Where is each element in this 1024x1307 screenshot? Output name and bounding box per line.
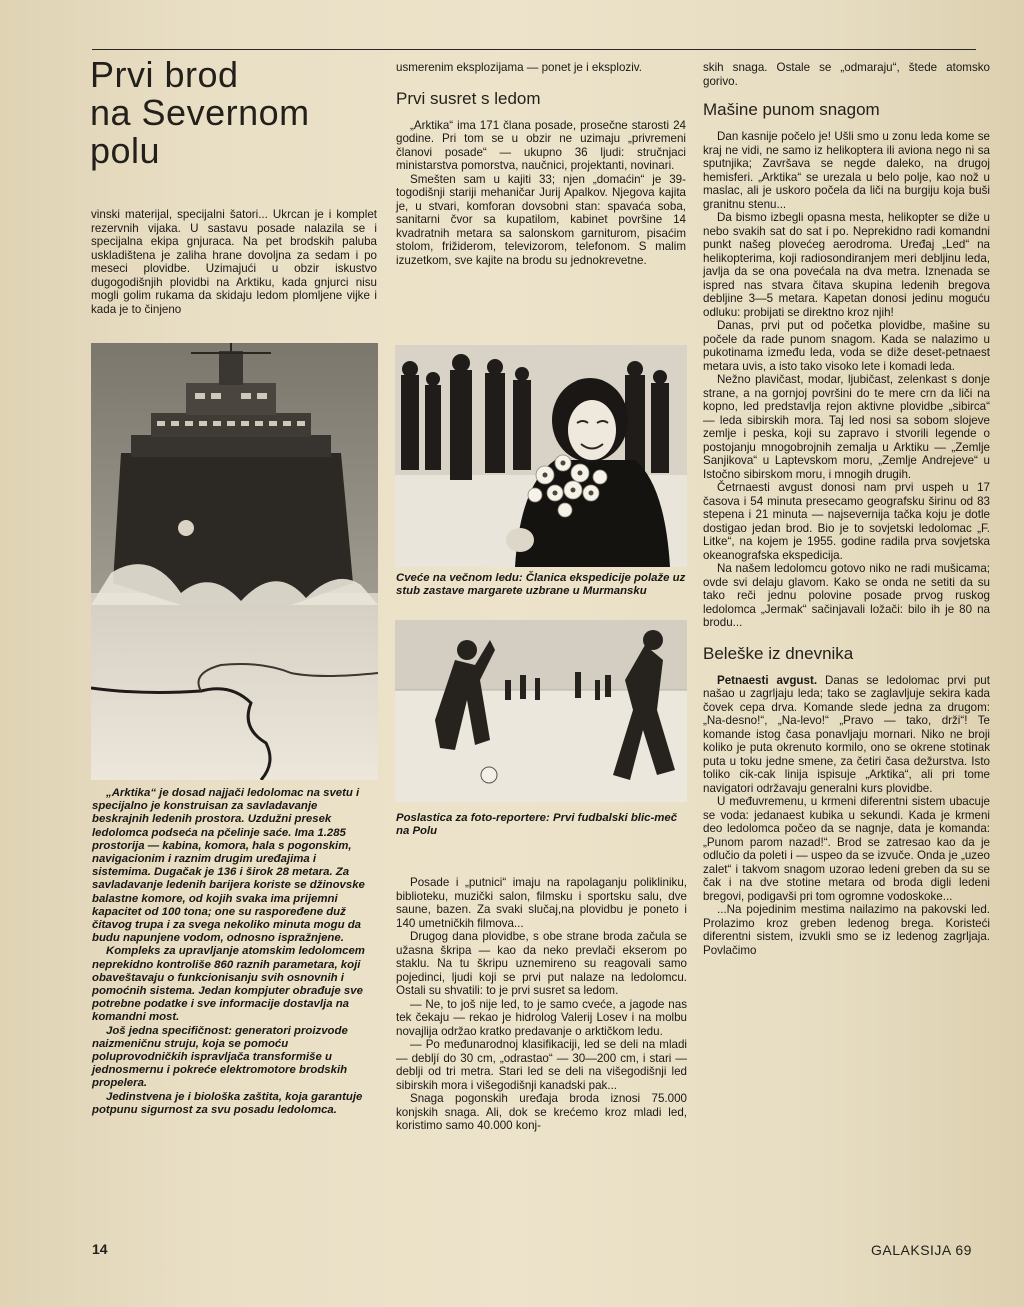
col3-diary-paragraph-3: ...Na pojedinim mestima nailazimo na pakovski led. Prolazimo kroz greben ledenog brega. Koristeći diferentni sistem, izvukli smo se iz ledenog zagrljaja. Povlačimo — [703, 903, 990, 957]
col2-subhead: Prvi susret s ledom — [396, 88, 541, 108]
diary-text-1: Danas se ledolomac prvi put našao u zagrljaju leda; tako se zaglavljuje sekira kada čovek cepa drva. Komande slede jedna za drugom: „Na-desno!“, „Na-levo!“ „Pravo — tako, drži“! Te komande istog časa ponavljaju mornari. Niko ne broji koliko je puta okrenuto kormilo, ono se okrene stotinak puta u toku jedne smene, za četiri časa dežurstva. Isto toliko cik-cak linija ispisuje „Arktika“, ali pri tome navigatori održavaju generalni kurs plovidbe. — [703, 673, 990, 795]
column-3 — [703, 61, 990, 957]
football-illustration — [395, 620, 687, 802]
col3-subhead-2: Beleške iz dnevnika — [703, 643, 854, 663]
col3-paragraph-3: Danas, prvi put od početka plovidbe, mašine su počele da rade punom snagom. Kada se nalazimo u pukotinama između leda, voda se diže deset-petnaest metara uvis, a isto tako visoko lete i komadi leda. — [703, 319, 990, 373]
col3-diary-paragraph-1 — [703, 674, 990, 796]
col2-top-paragraph: usmerenim eksplozijama — ponet je i eksploziv. — [396, 61, 642, 74]
article-headline — [90, 56, 370, 170]
column-2-bottom — [396, 876, 687, 1133]
caption-paragraph-4: Jedinstvena je i biološka zaštita, koja garantuje potpunu sigurnost za svu posadu ledolomca. — [92, 1090, 363, 1116]
col3-paragraph-5: Četrnaesti avgust donosi nam prvi uspeh u 17 časova i 54 minuta presecamo geografsku širinu od 83 stepena i 21 minuta — najsevernija tačka koju je dotle dostigao jedan brod. Bio je to sovjetski ledolomac „F. Litke“, na kojem je 1955. godine radila prva sovjetska okeanografska ekspedicija. — [703, 481, 990, 562]
woman-flowers-photo — [395, 345, 687, 567]
caption-paragraph-3: Još jedna specifičnost: generatori proizvode naizmeničnu struju, koja se pomoću poluprovodničkih ispravljača transformiše u jednosmernu i pokreće elektromotore brodskih propelera. — [92, 1024, 348, 1090]
col3-paragraph-6: Na našem ledolomcu gotovo niko ne radi mušicama; ovde svi delaju glavom. Kako se onda ne setiti da su tako reči jednu polovine posade prvog ruskog ledolomca „Jermak“ sačinjavali ložači: bilo ih je 80 na brodu... — [703, 562, 990, 629]
caption-1-text: Cveće na večnom ledu: Članica ekspedicije polaže uz stub zastave margarete uzbrane u Murmansku — [396, 572, 686, 598]
col2-bottom-paragraph-2: Drugog dana plovidbe, s obe strane broda začula se užasna škripa — kao da neko prevlači ekserom po staklu. Na tu škripu uznemireno su reagovali samo pojedinci, ljudi koji se prvi put nalaze na ledolomcu. Ostali su shvatili: to je prvi susret sa ledom. — [396, 930, 687, 997]
caption-2-text: Poslastica za foto-reportere: Prvi fudbalski blic-meč na Polu — [396, 812, 678, 838]
col3-paragraph-4: Nežno plavičast, modar, ljubičast, zelenkast s donje strane, a na gornjoj površini do te mere crn da liči na kopno, led predstavlja rejon aktivne plovidbe „sibirca“ — leda sibirskih mora. Taj led nosi sa sobom slojeve zemlje i peska, koji su zapravo i stvorili legende o postojanju mnogobrojnih zemalja u Arktiku — „Zemlje Sanjikova“ u Laptevskom moru, „Zemlje Andrejeve“ u Istočno sibirskom moru, i mnogih drugih. — [703, 373, 990, 481]
icebreaker-caption — [92, 787, 375, 1117]
headline-line-1: Prvi brod — [90, 54, 239, 95]
col1-intro-paragraph: vinski materijal, specijalni šatori... Ukrcan je i komplet rezervnih vijaka. U sastavu posade nalazila se i specijalna ekipa gnjuraca. Na pet brodskih paluba uskladištena je zaliha hrane dovoljna za sedam i po meseci plovidbe. Uzimajući u obzir iskustvo dugogodišnjih plovidbi na Arktiku, kada gnjurci nisu mogli golim rukama da skidaju ledom plomljene vijke i kada je to činjeno — [91, 208, 377, 316]
headline-line-2: na Severnom — [90, 92, 310, 133]
caption-paragraph-2: Kompleks za upravljanje atomskim ledolomcem neprekidno kontroliše 860 raznih parametara, koji obaveštavaju o funkcionisanju svih osnovnih i pomoćnih sistema. Jedan kompjuter obrađuje sve potrebne podatke i sve informacije dostavlja na komandni most. — [92, 945, 365, 1024]
football-caption — [396, 812, 686, 838]
col3-paragraph-2: Da bismo izbegli opasna mesta, helikopter se diže u nebo svakih sat do sat i po. Neprekidno radi komandni punkt našeg plovećeg aerodroma. Uređaj „Led“ na helikopterima, koji radiosondiranjem meri debljinu leda, javlja da se ona povećala na dva metra. Iznenada se ispred nas stvara čitava skupina ledenih bregova debljine 3—5 metara. Kapetan donosi jedinu moguću odluku: probijati se direktno kroz njih! — [703, 211, 990, 319]
col2-bottom-paragraph-3: — Ne, to još nije led, to je samo cveće, a jagode nas tek čekaju — rekao je hidrolog Valerij Losev i na molbu novajlija održao kratko predavanje o arktičkom ledu. — [396, 997, 687, 1038]
icebreaker-photo — [91, 343, 378, 780]
football-photo — [395, 620, 687, 802]
headline-line-3: polu — [90, 130, 161, 171]
col2-paragraph-1: „Arktika“ ima 171 člana posade, prosečne starosti 24 godine. Pri tom se u obzir ne uzimaju „privremeni članovi posade“ — ukupno 36 ljudi: stručnjaci ministarstva pomorstva, naučnici, projektanti, novinari. — [396, 118, 686, 172]
col3-paragraph-1: Dan kasnije počelo je! Ušli smo u zonu leda kome se kraj ne vidi, ne samo iz helikoptera ili aviona nego ni sa sputnjika; Završava se negde daleko, na drugoj hemisferi. „Arktika“ se urezala u belo polje, kao nož u maslac, ali je uskoro počela da liči na burgiju koja buši granitnu stenu... — [703, 130, 990, 211]
woman-flowers-illustration — [395, 345, 687, 567]
page-number-right: GALAKSIJA 69 — [871, 1242, 972, 1258]
column-2-top — [396, 61, 686, 267]
page-number-left: 14 — [92, 1241, 108, 1257]
column-1-intro — [91, 208, 377, 316]
diary-date-lead: Petnaesti avgust. — [717, 673, 818, 687]
col3-subhead-1: Mašine punom snagom — [703, 100, 880, 119]
icebreaker-illustration — [91, 343, 378, 780]
col3-diary-paragraph-2: U međuvremenu, u krmeni diferentni sistem ubacuje se voda: jedanaest kubika u sekundi. Kada je krmeni deo ledolomca počeo da se nagnje, data je komanda: „Punom parom nazad!“. Brod se zatresao kao da je odlučio da poleti i — uspeo da se izvuče. Onda je „uzeo zalet“ i takvom snagom uzorao ledeni greben da su se čak i na dve stotine metara od broda digli ledeni bregovi, podigavši pri tom ogromne vodoskoke... — [703, 795, 990, 903]
woman-flowers-caption — [396, 572, 686, 598]
col2-bottom-paragraph-1: Posade i „putnici“ imaju na rapolaganju polikliniku, biblioteku, muzički salon, filmsku i sportsku salu, dve saune, bazen. Za svaki slučaj,na plovidbu je poneto i 140 umetničkih filmova... — [396, 876, 687, 930]
top-rule — [92, 49, 976, 50]
col2-bottom-paragraph-4: — Po međunarodnoj klasifikaciji, led se deli na mladi — debljí do 30 cm, „odrastao“ — 30—200 cm, i stari — deblji od tri metra. Stari led se deli na višegodišnji led sibirskih mora i višegodišnji kanadski pak... — [396, 1038, 687, 1092]
col2-paragraph-2: Smešten sam u kajiti 33; njen „domaćin“ je 39-togodišnji stariji mehaničar Jurij Apalkov. Njegova kajita je, u stvari, komforan dovsobni stan: spavaća soba, sanitarni čvor sa kupatilom, kabinet površine 14 kvadratnih metara sa salonskom garniturom, pisaćim stolom, frižiderom, televizorom, telefonom. S malim izuzetkom, sve kajite na brodu su jednokrevetne. — [396, 172, 686, 267]
col3-top-paragraph: skih snaga. Ostale se „odmaraju“, štede atomsko gorivo. — [703, 61, 990, 88]
col2-bottom-paragraph-5: Snaga pogonskih uređaja broda iznosi 75.000 konjskih snaga. Ali, dok se krećemo kroz mladi led, koristimo samo 40.000 konj- — [396, 1092, 687, 1132]
caption-paragraph-1: „Arktika“ je dosad najjači ledolomac na svetu i specijalno je konstruisan za savladavanje beskrajnih ledenih prostora. Uzdužni presek ledolomca podseća na pčelinje saće. Ima 1.285 prostorija — kabina, komora, hala s pogonskim, navigacionim i raznim drugim uređajima i sistemima. Dugačak je 136 i širok 28 metara. Za savladavanje ledenih barijera koriste se džinovske balastne komore, od kojih svaka ima prijemni kapacitet od 100 tona; one su raspoređene duž čitavog trupa i za svega nekoliko minuta mogu da budu napunjene vodom, odnosno ispražnjene. — [92, 787, 365, 945]
